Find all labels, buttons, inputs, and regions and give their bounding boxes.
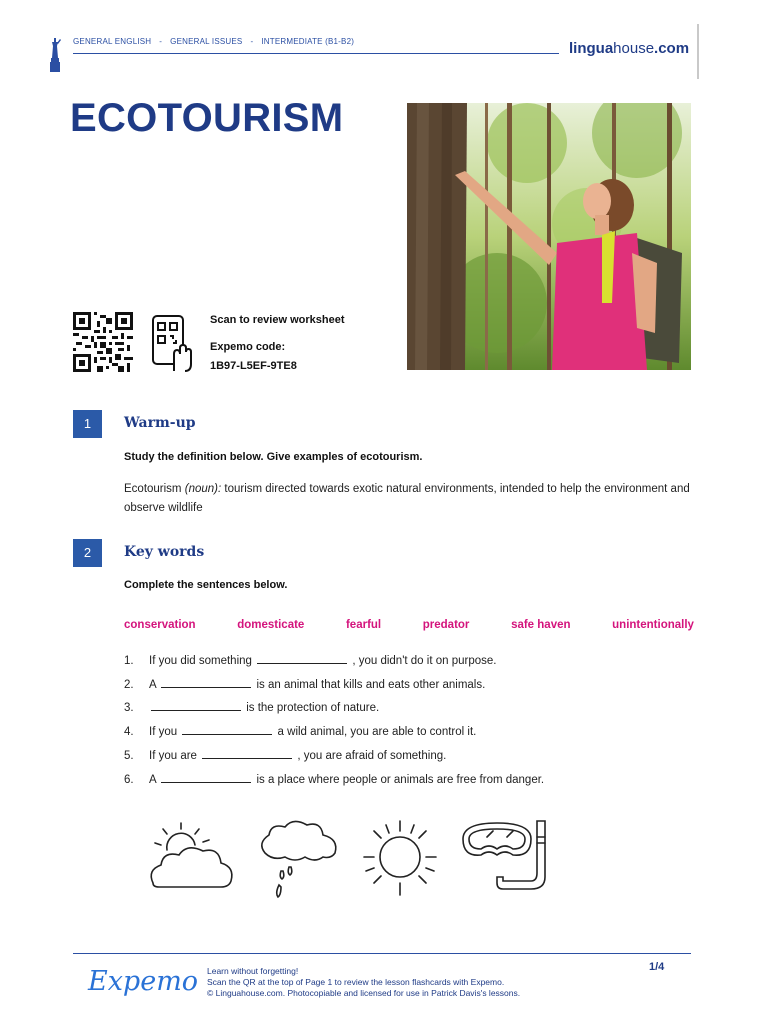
- keyword-predator: predator: [422, 619, 470, 631]
- question-5: 5. If you are , you are afraid of something.: [124, 750, 447, 762]
- footer-tagline: Learn without forgetting!: [207, 966, 299, 976]
- question-3: 3. is the protection of nature.: [124, 702, 380, 714]
- page-title: ECOTOURISM: [70, 96, 344, 140]
- definition-body: tourism directed towards exotic natural environments, intended to help the environment and observe wildlife: [124, 483, 690, 514]
- footer-text: [207, 966, 520, 999]
- question-1: 1. If you did something , you didn't do it on purpose.: [124, 655, 497, 667]
- breadcrumb-level[interactable]: INTERMEDIATE (B1-B2): [261, 37, 355, 46]
- question-6: 6. A is a place where people or animals are free from danger.: [124, 774, 545, 786]
- keyword-conservation: conservation: [124, 619, 196, 631]
- rain-cloud-icon: [255, 815, 347, 905]
- definition-pos: (noun):: [184, 483, 222, 495]
- header-divider: [73, 53, 559, 54]
- section-2-number: 2: [73, 539, 102, 567]
- footer-divider: [73, 953, 691, 954]
- section-1-title: Warm-up: [124, 415, 196, 431]
- answer-blank[interactable]: [161, 772, 251, 783]
- expemo-logo[interactable]: Expemo: [88, 966, 199, 997]
- section-2-instruction: Complete the sentences below.: [124, 579, 288, 591]
- breadcrumb-separator: -: [159, 37, 163, 46]
- definition-term: Ecotourism: [124, 483, 182, 495]
- footer-scan-note: Scan the QR at the top of Page 1 to review the lesson flashcards with Expemo.: [207, 977, 505, 987]
- snorkel-mask-icon: [457, 815, 551, 905]
- expemo-code-value: 1B97-L5EF-9TE8: [210, 360, 297, 372]
- header-side-bar: [697, 24, 699, 79]
- answer-blank[interactable]: [257, 653, 347, 664]
- section-1-number: 1: [73, 410, 102, 438]
- brand-logo[interactable]: linguahouse.com: [569, 40, 690, 57]
- section-2-title: Key words: [124, 544, 205, 560]
- answer-blank[interactable]: [202, 748, 292, 759]
- breadcrumb: [73, 37, 354, 46]
- phone-scan-icon: [150, 314, 192, 372]
- woman-touching-tree-photo: [407, 103, 691, 370]
- sun-icon: [358, 815, 440, 905]
- word-bank: [124, 619, 694, 631]
- answer-blank[interactable]: [161, 677, 251, 688]
- question-4: 4. If you a wild animal, you are able to control it.: [124, 726, 477, 738]
- keyword-safe-haven: safe haven: [511, 619, 571, 631]
- breadcrumb-general-english[interactable]: GENERAL ENGLISH: [73, 37, 152, 46]
- scan-instruction: Scan to review worksheet: [210, 314, 345, 326]
- footer-copyright: © Linguahouse.com. Photocopiable and licensed for use in Patrick Davis's lessons.: [207, 988, 521, 998]
- breadcrumb-separator: -: [250, 37, 254, 46]
- breadcrumb-general-issues[interactable]: GENERAL ISSUES: [170, 37, 243, 46]
- answer-blank[interactable]: [182, 724, 272, 735]
- keyword-unintentionally: unintentionally: [612, 619, 694, 631]
- definition-text: [124, 480, 724, 518]
- keyword-domesticate: domesticate: [237, 619, 305, 631]
- statue-of-liberty-icon: [48, 38, 62, 72]
- keyword-fearful: fearful: [345, 619, 382, 631]
- sun-behind-cloud-icon: [145, 815, 237, 905]
- expemo-code-label: Expemo code:: [210, 341, 286, 353]
- question-2: 2. A is an animal that kills and eats other animals.: [124, 679, 486, 691]
- answer-blank[interactable]: [151, 700, 241, 711]
- section-1-instruction: Study the definition below. Give examples of ecotourism.: [124, 451, 423, 463]
- page-number: 1/4: [649, 961, 665, 973]
- qr-code-icon[interactable]: [73, 312, 133, 372]
